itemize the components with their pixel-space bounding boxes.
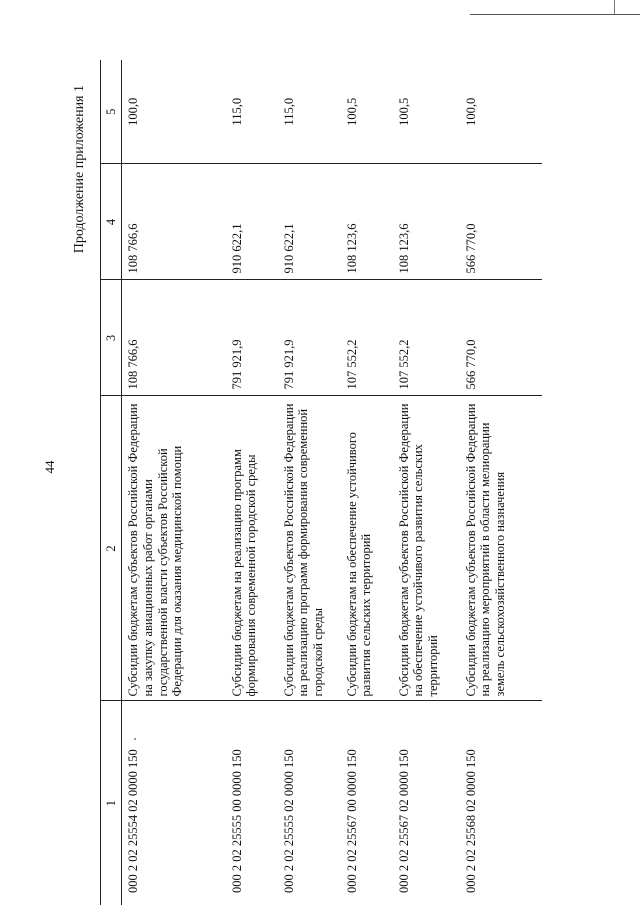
row-name: Субсидии бюджетам на обеспечение устойчивого развития сельских территорий [341,396,393,701]
row-value-col4: 108 766,6 [122,164,226,280]
page-number: 44 [42,460,57,474]
column-header: 5 [101,60,122,164]
table-row [226,60,278,905]
row-name: Субсидии бюджетам субъектов Российской Федерации на закупку авиационных работ органами государственной власти субъектов Российской Федерации для оказания медицинской помощи [122,396,226,701]
row-value-col3: 791 921,9 [278,280,341,396]
appendix-table [100,60,542,905]
row-value-col3: 791 921,9 [226,280,278,396]
row-value-col4: 910 622,1 [226,164,278,280]
row-value-col5: 100,0 [122,60,226,164]
scan-dot [134,738,136,740]
row-name: Субсидии бюджетам на реализацию программ формирования современной городской среды [226,396,278,701]
table-row [278,60,341,905]
row-code: 000 2 02 25568 02 0000 150 [463,749,478,893]
table-row [393,60,460,905]
column-header: 3 [101,280,122,396]
column-header: 1 [101,701,122,905]
table-row [460,60,542,905]
row-value-col5: 100,0 [460,60,542,164]
row-value-col3: 107 552,2 [393,280,460,396]
row-value-col5: 115,0 [278,60,341,164]
row-name: Субсидии бюджетам субъектов Российской Федерации на обеспечение устойчивого развития сельских территорий [393,396,460,701]
row-code: 000 2 02 25567 02 0000 150 [396,749,411,893]
row-code: 000 2 02 25555 00 0000 150 [229,749,244,893]
row-name: Субсидии бюджетам субъектов Российской Федерации на реализацию программ формирования современной городской среды [278,396,341,701]
column-header: 2 [101,396,122,701]
table-row [341,60,393,905]
scan-mark-corner-tick [614,0,615,14]
row-value-col5: 100,5 [393,60,460,164]
row-value-col5: 100,5 [341,60,393,164]
row-value-col4: 910 622,1 [278,164,341,280]
row-value-col4: 108 123,6 [393,164,460,280]
row-value-col5: 115,0 [226,60,278,164]
row-name: Субсидии бюджетам субъектов Российской Федерации на реализацию мероприятий в области мелиорации земель сельскохозяйственного назначения [460,396,542,701]
scan-mark-corner [470,14,640,15]
column-header: 4 [101,164,122,280]
row-code: 000 2 02 25567 00 0000 150 [344,749,359,893]
row-value-col4: 108 123,6 [341,164,393,280]
row-code: 000 2 02 25555 02 0000 150 [281,749,296,893]
row-code: 000 2 02 25554 02 0000 150 [126,749,140,893]
table-header-row [101,60,122,905]
row-value-col3: 108 766,6 [122,280,226,396]
row-value-col4: 566 770,0 [460,164,542,280]
continuation-label: Продолжение приложения 1 [72,85,87,254]
row-value-col3: 566 770,0 [460,280,542,396]
table-row [122,60,226,905]
row-value-col3: 107 552,2 [341,280,393,396]
